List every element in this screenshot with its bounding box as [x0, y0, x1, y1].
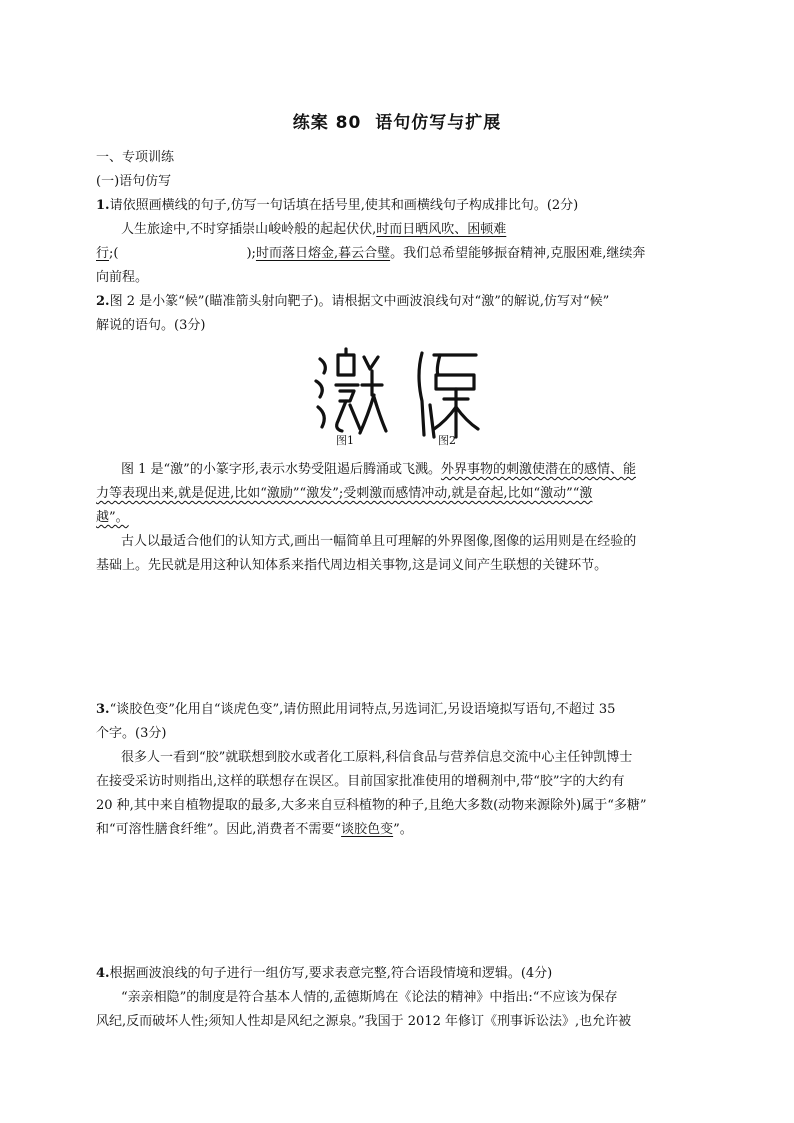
question-3-number: 3. — [96, 702, 110, 717]
figure-2-caption: 图2 — [438, 434, 456, 447]
figure-1-caption: 图1 — [336, 434, 354, 447]
question-1-number: 1. — [96, 198, 110, 213]
question-2-prompt-2: 解说的语句。(3分) — [96, 318, 206, 333]
question-2-passage-line-4: 古人以最适合他们的认知方式,画出一幅简单且可理解的外界图像,图像的运用则是在经验的 — [121, 534, 637, 549]
section-heading: 一、专项训练 — [96, 150, 175, 165]
seal-char-ji-image — [316, 349, 386, 433]
question-1-line-1: 人生旅途中,不时穿插崇山峻岭般的起起伏伏,时而日晒风吹、困顿难 — [121, 222, 507, 237]
question-3-passage-line-4: 和“可溶性膳食纤维”。因此,消费者不需要“谈胶色变”。 — [96, 822, 413, 837]
underlined-phrase: 谈胶色变 — [341, 822, 394, 837]
question-2-prompt: 2.图 2 是小篆“候”(瞄准箭头射向靶子)。请根据文中画波浪线句对“激”的解说,仿写对“候” — [96, 294, 610, 309]
question-3-passage-line-3: 20 种,其中来自植物提取的最多,大多来自豆科植物的种子,且绝大多数(动物来源除外)属于“多糖” — [96, 798, 647, 813]
question-3-prompt-2: 个字。(3分) — [96, 726, 167, 741]
page-title — [0, 108, 794, 133]
question-2-number: 2. — [96, 294, 110, 309]
question-2-passage-line-1: 图 1 是“激”的小篆字形,表示水势受阻遏后腾涌或飞溅。外界事物的刺激使潜在的感情、能 — [121, 462, 636, 477]
question-2-passage-line-3: 越”。 — [96, 510, 129, 525]
underlined-sentence-2: 时而落日熔金,暮云合璧 — [255, 246, 391, 261]
question-2-passage-line-2: 力等表现出来,就是促进,比如“激励”“激发”;受刺激而感情冲动,就是奋起,比如“激动”“激 — [96, 486, 593, 501]
seal-char-hou-image — [419, 353, 478, 437]
question-3-prompt: 3.“谈胶色变”化用自“谈虎色变”,请仿照此用词特点,另选词汇,另设语境拟写语句,不超过 35 — [96, 702, 616, 717]
question-1-line-3: 向前程。 — [96, 270, 149, 285]
question-2-passage-line-5: 基础上。先民就是用这种认知体系来指代周边相关事物,这是词义间产生联想的关键环节。 — [96, 558, 608, 573]
title-prefix: 练案 80 — [292, 113, 362, 133]
question-1-prompt: 1.请依照画横线的句子,仿写一句话填在括号里,使其和画横线句子构成排比句。(2分) — [96, 198, 579, 213]
question-3-passage-line-1: 很多人一看到“胶”就联想到胶水或者化工原料,科信食品与营养信息交流中心主任钟凯博士 — [121, 750, 633, 765]
wavy-sentence: 外界事物的刺激使潜在的感情、能 — [440, 462, 636, 477]
title-main: 语句仿写与扩展 — [375, 113, 502, 133]
question-1-line-2: 行;( );时而落日熔金,暮云合璧。我们总希望能够振奋精神,克服困难,继续奔 — [96, 246, 646, 261]
question-4-number: 4. — [96, 966, 110, 981]
question-4-passage-line-2: 风纪,反而破坏人性;须知人性却是风纪之源泉。”我国于 2012 年修订《刑事诉讼法》,也允许被 — [96, 1014, 632, 1029]
question-4-passage-line-1: “亲亲相隐”的制度是符合基本人情的,孟德斯鸠在《论法的精神》中指出:“不应该为保存 — [121, 990, 618, 1005]
question-3-passage-line-2: 在接受采访时则指出,这样的联想存在误区。目前国家批准使用的增稠剂中,带“胶”字的大约有 — [96, 774, 625, 789]
seal-script-figure — [310, 345, 490, 445]
subsection-heading: (一)语句仿写 — [96, 174, 172, 189]
underlined-sentence-1: 时而日晒风吹、困顿难 — [376, 222, 507, 237]
question-4-prompt: 4.根据画波浪线的句子进行一组仿写,要求表意完整,符合语段情境和逻辑。(4分) — [96, 966, 553, 981]
